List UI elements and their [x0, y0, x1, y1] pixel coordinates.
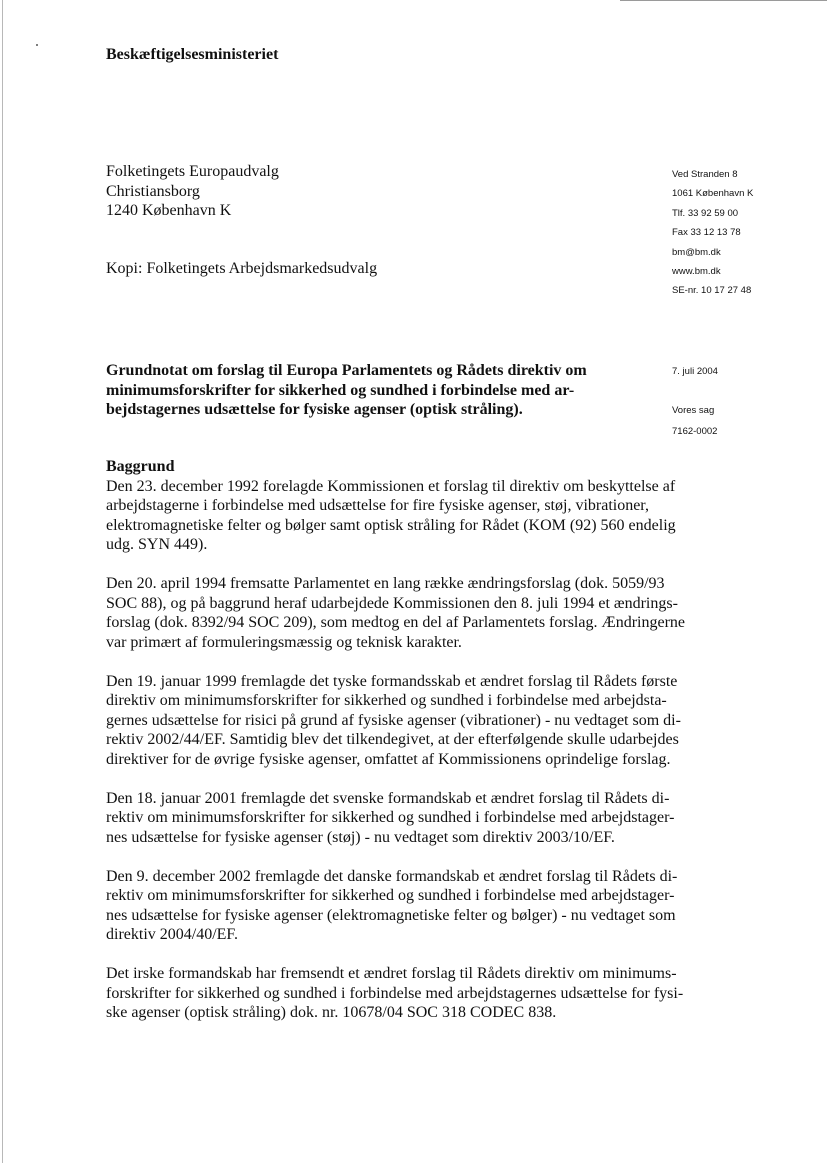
paragraph	[106, 672, 746, 770]
recipient-address	[106, 162, 279, 221]
title-line: minimumsforskrifter for sikkerhed og sundhed i forbindelse med ar-	[106, 381, 575, 399]
paragraph	[106, 964, 746, 1023]
document-date: 7. juli 2004	[672, 366, 718, 377]
paragraph-line: Den 19. januar 1999 fremlagde det tyske formandsskab et ændret forslag til Rådets første	[106, 672, 678, 690]
section-heading: Baggrund	[106, 458, 175, 475]
paragraph-line: arbejdstagerne i forbindelse med udsættelse for fire fysiske agenser, støj, vibrationer,	[106, 497, 649, 514]
case-label: Vores sag	[672, 405, 715, 416]
copy-recipient: Kopi: Folketingets Arbejdsmarkedsudvalg	[106, 260, 378, 277]
paragraph-line: Den 9. december 2002 fremlagde det danske formandskab et ændret forslag til Rådets di-	[106, 867, 678, 885]
paragraph-line: rektiv 2002/44/EF. Samtidig blev det tilkendegivet, at der efterfølgende skulle udarbejdes	[106, 731, 679, 748]
scan-edge-left	[2, 0, 3, 1163]
contact-street: Ved Stranden 8	[672, 169, 738, 180]
title-line: Grundnotat om forslag til Europa Parlamentets og Rådets direktiv om	[106, 362, 587, 379]
title-line: bejdstagernes udsættelse for fysiske agenser (optisk stråling).	[106, 401, 523, 418]
paragraph-line: rektiv om minimumsforskrifter for sikkerhed og sundhed i forbindelse med arbejdstager-	[106, 809, 675, 826]
scan-edge-top	[620, 0, 827, 1]
paragraph-line: nes udsættelse for fysiske agenser (elektromagnetiske felter og bølger) - nu vedtaget som	[106, 906, 676, 924]
paragraph-line: rektiv om minimumsforskrifter for sikkerhed og sundhed i forbindelse med arbejdstager-	[106, 887, 675, 904]
paragraph-line: ske agenser (optisk stråling) dok. nr. 10678/04 SOC 318 CODEC 838.	[106, 1004, 557, 1021]
paragraph	[106, 867, 746, 945]
paragraph-line: var primært af formuleringsmæssig og teknisk karakter.	[106, 633, 462, 651]
paragraph-line: direktiv om minimumsforskrifter for sikkerhed og sundhed i forbindelse med arbejdsta-	[106, 692, 667, 709]
paragraph-line: Den 23. december 1992 forelagde Kommissionen et forslag til direktiv om beskyttelse af	[106, 477, 676, 495]
document-body	[106, 457, 746, 1042]
recipient-line: 1240 København K	[106, 202, 232, 219]
paragraph-line: direktiv 2004/40/EF.	[106, 926, 239, 943]
paragraph-line: forskrifter for sikkerhed og sundhed i forbindelse med arbejdstagernes udsættelse for fysi-	[106, 984, 684, 1002]
paragraph-line: direktiver for de øvrige fysiske agenser, omfattet af Kommissionens oprindelige forslag.	[106, 750, 671, 768]
recipient-line: Christiansborg	[106, 182, 200, 200]
contact-web: www.bm.dk	[672, 266, 721, 278]
paragraph-line: nes udsættelse for fysiske agenser (støj) - nu vedtaget som direktiv 2003/10/EF.	[106, 828, 615, 846]
paragraph-line: udg. SYN 449).	[106, 536, 208, 553]
paragraph-line: Den 20. april 1994 fremsatte Parlamentet en lang række ændringsforslag (dok. 5059/93	[106, 575, 665, 592]
ministry-name: Beskæftigelsesministeriet	[106, 46, 279, 63]
paragraph	[106, 789, 746, 848]
contact-email: bm@bm.dk	[672, 246, 721, 258]
contact-phone: Tlf. 33 92 59 00	[672, 207, 739, 219]
paragraph-line: elektromagnetiske felter og bølger samt optisk stråling for Rådet (KOM (92) 560 endelig	[106, 516, 676, 534]
paragraph-line: SOC 88), og på baggrund heraf udarbejdede Kommissionen den 8. juli 1994 et ændrings-	[106, 594, 678, 612]
paragraph-line: forslag (dok. 8392/94 SOC 209), som medtog en del af Parlamentets forslag. Ændringerne	[106, 614, 685, 631]
paragraph	[106, 574, 746, 652]
paragraph	[106, 477, 746, 555]
contact-city: 1061 København K	[672, 188, 754, 200]
case-number: 7162-0002	[672, 426, 718, 437]
paragraph-line: Den 18. januar 2001 fremlagde det svenske formandskab et ændret forslag til Rådets di-	[106, 789, 670, 807]
recipient-line: Folketingets Europaudvalg	[106, 163, 279, 180]
paragraph-line: Det irske formandskab har fremsendt et ændret forslag til Rådets direktiv om minimums-	[106, 965, 677, 982]
ministry-contact-block	[672, 165, 753, 301]
contact-se-number: SE-nr. 10 17 27 48	[672, 285, 752, 297]
contact-fax: Fax 33 12 13 78	[672, 227, 741, 239]
scan-speck	[36, 44, 38, 46]
document-title	[106, 361, 636, 420]
paragraph-line: gernes udsættelse for risici på grund af fysiske agenser (vibrationer) - nu vedtaget som di-	[106, 711, 681, 729]
